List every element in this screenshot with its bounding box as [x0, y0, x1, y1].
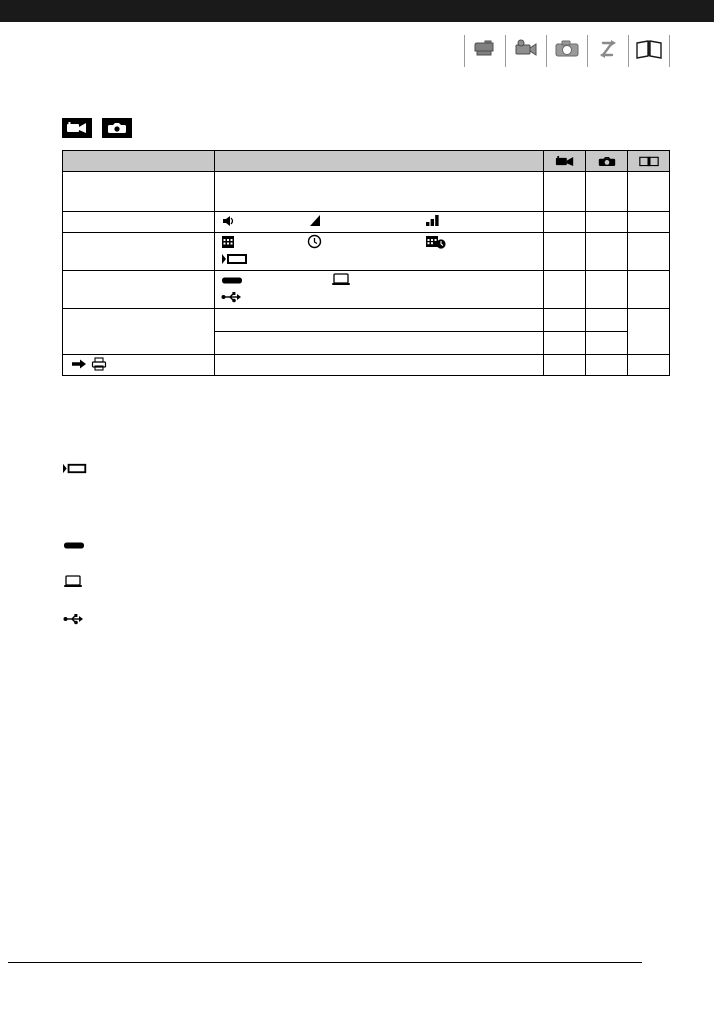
cell-movie-mode	[544, 233, 586, 271]
header-tab-photo-camera[interactable]	[546, 35, 587, 67]
column-header-reference	[628, 151, 670, 172]
cell-reference	[628, 271, 670, 309]
footnote-usb	[62, 612, 672, 631]
open-book-icon	[628, 151, 669, 171]
cell-menu-item	[63, 309, 215, 355]
table-row	[63, 212, 670, 233]
table-row	[63, 172, 670, 212]
tape-label-icon	[62, 462, 90, 480]
cell-options	[215, 332, 544, 355]
printer-icon	[91, 357, 107, 376]
open-book-icon	[634, 37, 664, 66]
photo-mode-icon	[586, 151, 627, 171]
menu-item-icon-group	[63, 355, 214, 374]
option-icon-group	[215, 271, 543, 291]
header-tab-open-book[interactable]	[628, 35, 670, 67]
usb-icon	[62, 612, 86, 631]
table-header-row	[63, 151, 670, 172]
cell-movie-mode	[544, 271, 586, 309]
movie-camera-icon	[471, 37, 499, 66]
header-tab-strip	[464, 33, 670, 67]
column-header-movie-mode	[544, 151, 586, 172]
cell-photo-mode	[586, 172, 628, 212]
cell-movie-mode	[544, 309, 586, 332]
cell-photo-mode	[586, 309, 628, 332]
photo-mode-icon	[102, 118, 132, 138]
laptop-icon	[62, 574, 84, 594]
top-header-bar	[0, 0, 714, 22]
quarter-bar-icon	[307, 213, 425, 233]
table-row	[63, 355, 670, 376]
cell-movie-mode	[544, 172, 586, 212]
laptop-icon	[331, 272, 351, 292]
memory-card-icon	[62, 538, 86, 556]
table-row	[63, 271, 670, 309]
cell-options	[215, 233, 544, 271]
cell-reference	[628, 309, 670, 355]
option-icon-group-second	[215, 253, 543, 269]
table-row	[63, 233, 670, 271]
cell-photo-mode	[586, 271, 628, 309]
cell-photo-mode	[586, 332, 628, 355]
cell-menu-item	[63, 355, 215, 376]
movie-mode-icon	[62, 118, 92, 138]
footer-rule	[8, 962, 642, 963]
cell-photo-mode	[586, 233, 628, 271]
cell-movie-mode	[544, 212, 586, 233]
cell-menu-item	[63, 271, 215, 309]
memory-card-icon	[221, 273, 307, 291]
cell-movie-mode	[544, 332, 586, 355]
option-icon-group	[215, 212, 543, 232]
cell-menu-item	[63, 233, 215, 271]
arrow-right-icon	[71, 357, 87, 375]
header-tab-transfer[interactable]	[587, 35, 628, 67]
header-tab-video-camera[interactable]	[505, 35, 546, 67]
cell-reference	[628, 233, 670, 271]
column-header-menu-item	[63, 151, 215, 172]
calendar-clock-icon	[425, 234, 449, 255]
transfer-arrows-icon	[594, 37, 622, 66]
footnote-tape-label	[62, 462, 672, 480]
full-bar-icon	[425, 213, 443, 233]
cell-reference	[628, 172, 670, 212]
speaker-icon	[221, 214, 307, 233]
cell-menu-item	[63, 172, 215, 212]
cell-movie-mode	[544, 355, 586, 376]
cell-options	[215, 212, 544, 233]
section-mode-icons	[62, 118, 132, 138]
cell-photo-mode	[586, 355, 628, 376]
photo-camera-icon	[553, 37, 581, 66]
usb-icon	[221, 290, 243, 309]
cell-options	[215, 309, 544, 332]
cell-options	[215, 355, 544, 376]
video-camera-icon	[512, 37, 540, 66]
column-header-options	[215, 151, 544, 172]
tape-label-icon	[221, 252, 251, 271]
cell-reference	[628, 355, 670, 376]
option-icon-group	[215, 233, 543, 253]
cell-options	[215, 271, 544, 309]
header-tab-movie-camera[interactable]	[464, 35, 505, 67]
footnote-laptop	[62, 574, 672, 594]
menu-options-table	[62, 150, 670, 376]
option-icon-group-second	[215, 291, 543, 307]
column-header-photo-mode	[586, 151, 628, 172]
cell-photo-mode	[586, 212, 628, 233]
footnote-memory-card	[62, 538, 672, 556]
footnote-list	[62, 462, 672, 649]
cell-menu-item	[63, 212, 215, 233]
table-row	[63, 309, 670, 332]
movie-mode-icon	[544, 151, 585, 171]
clock-icon	[307, 234, 425, 254]
cell-reference	[628, 212, 670, 233]
cell-options	[215, 172, 544, 212]
